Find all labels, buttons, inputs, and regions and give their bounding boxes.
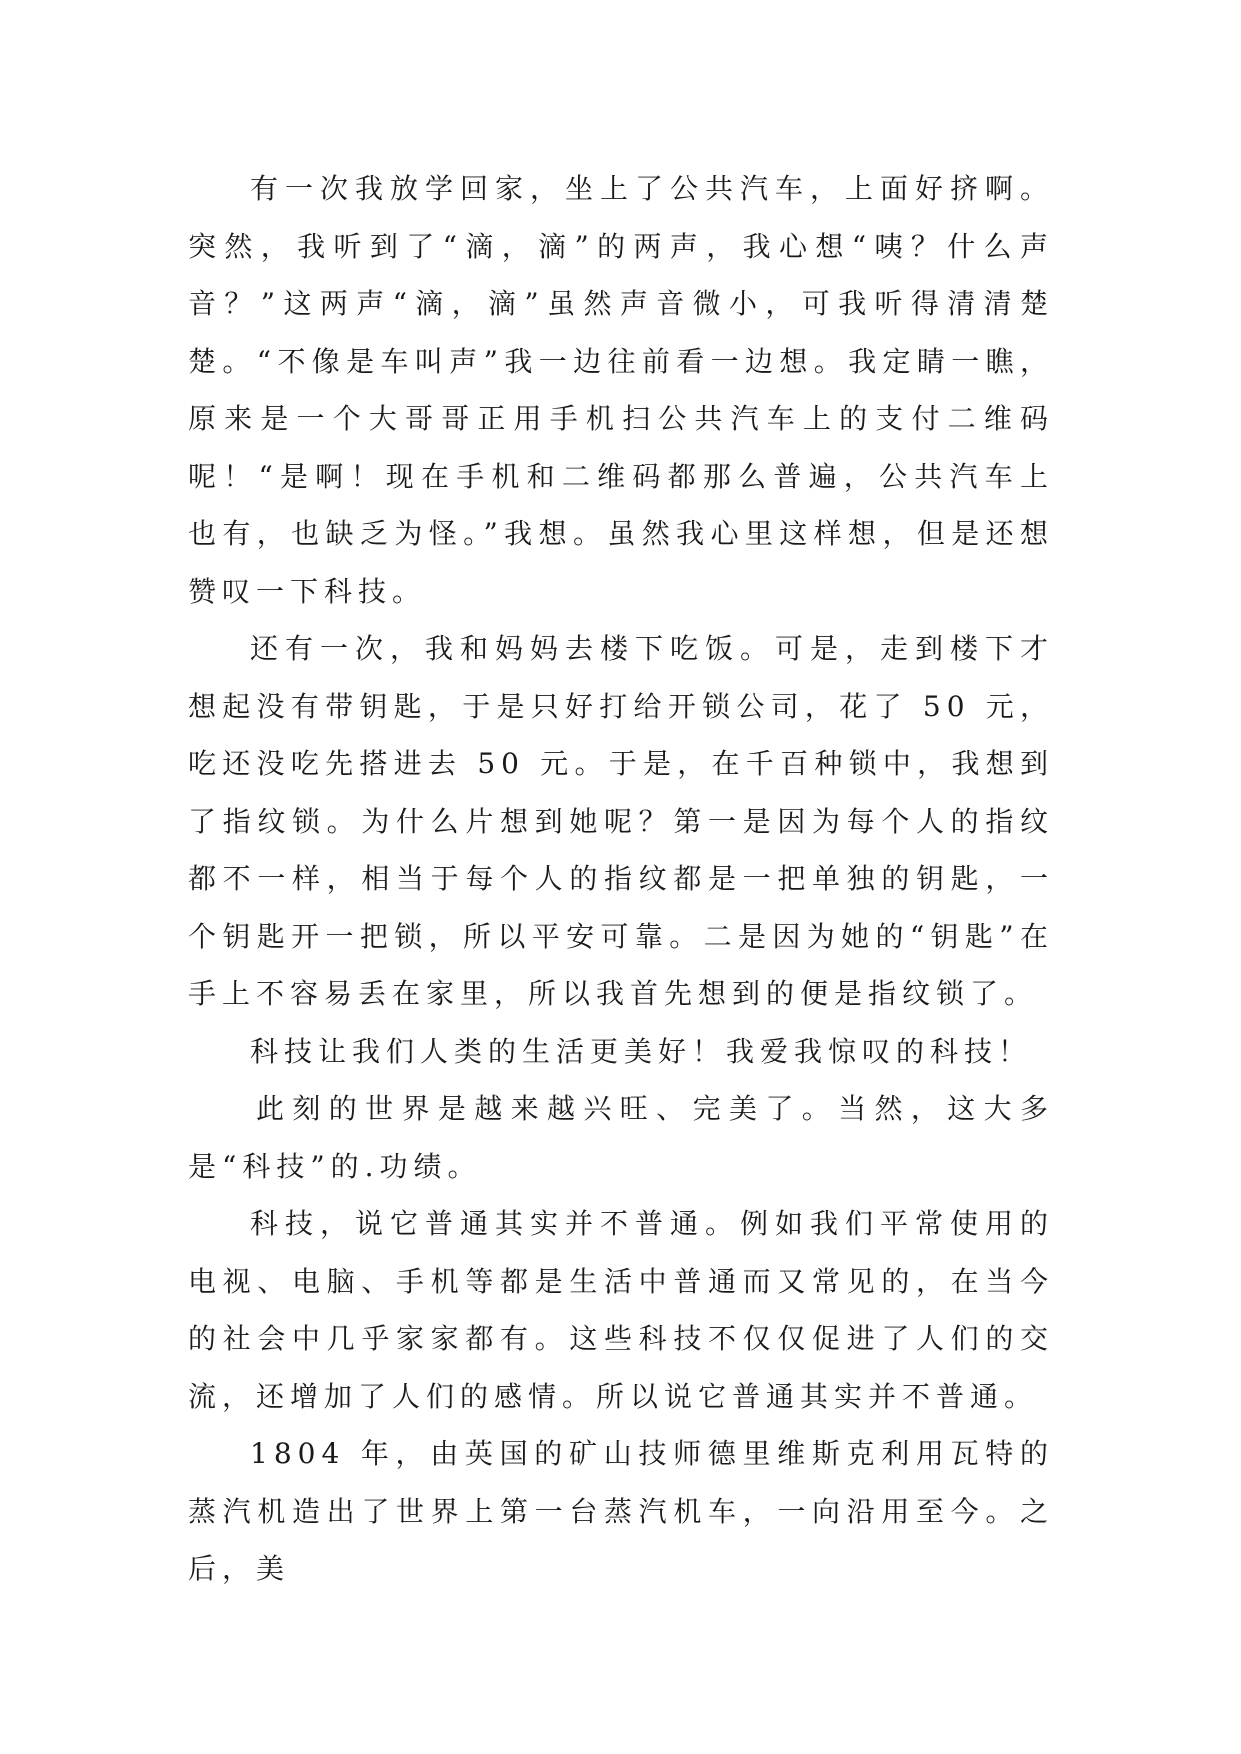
paragraph-bus-qr-code: 有一次我放学回家，坐上了公共汽车，上面好挤啊。突然，我听到了“滴，滴”的两声，我心想“咦？什么声音？”这两声“滴，滴”虽然声音微小，可我听得清清楚楚。“不像是车叫声”我一边往前看一边想。我定睛一瞧，原来是一个大哥哥正用手机扫公共汽车上的支付二维码呢！“是啊！现在手机和二维码都那么普遍，公共汽车上也有，也缺乏为怪。”我想。虽然我心里这样想，但是还想赞叹一下科技。 xyxy=(188,172,1054,608)
document-body xyxy=(188,160,1054,1598)
paragraph-praise-technology: 科技让我们人类的生活更美好！我爱我惊叹的科技！ xyxy=(250,1034,1033,1068)
paragraph-world-prosperity: 此刻的世界是越来越兴旺、完美了。当然，这大多是“科技”的.功绩。 xyxy=(188,1092,1054,1183)
paragraph-fingerprint-lock: 还有一次，我和妈妈去楼下吃饭。可是，走到楼下才想起没有带钥匙，于是只好打给开锁公司，花了 50 元，吃还没吃先搭进去 50 元。于是，在千百种锁中，我想到了指纹锁。为什么片想到她呢？第一是因为每个人的指纹都不一样，相当于每个人的指纹都是一把单独的钥匙，一个钥匙开一把锁，所以平安可靠。二是因为她的“钥匙”在手上不容易丢在家里，所以我首先想到的便是指纹锁了。 xyxy=(188,632,1054,1010)
paragraph-ordinary-technology: 科技，说它普通其实并不普通。例如我们平常使用的电视、电脑、手机等都是生活中普通而又常见的，在当今的社会中几乎家家都有。这些科技不仅仅促进了人们的交流，还增加了人们的感情。所以说它普通其实并不普通。 xyxy=(188,1207,1054,1413)
paragraph-steam-locomotive: 1804 年，由英国的矿山技师德里维斯克利用瓦特的蒸汽机造出了世界上第一台蒸汽机车，一向沿用至今。之后，美 xyxy=(188,1437,1054,1585)
